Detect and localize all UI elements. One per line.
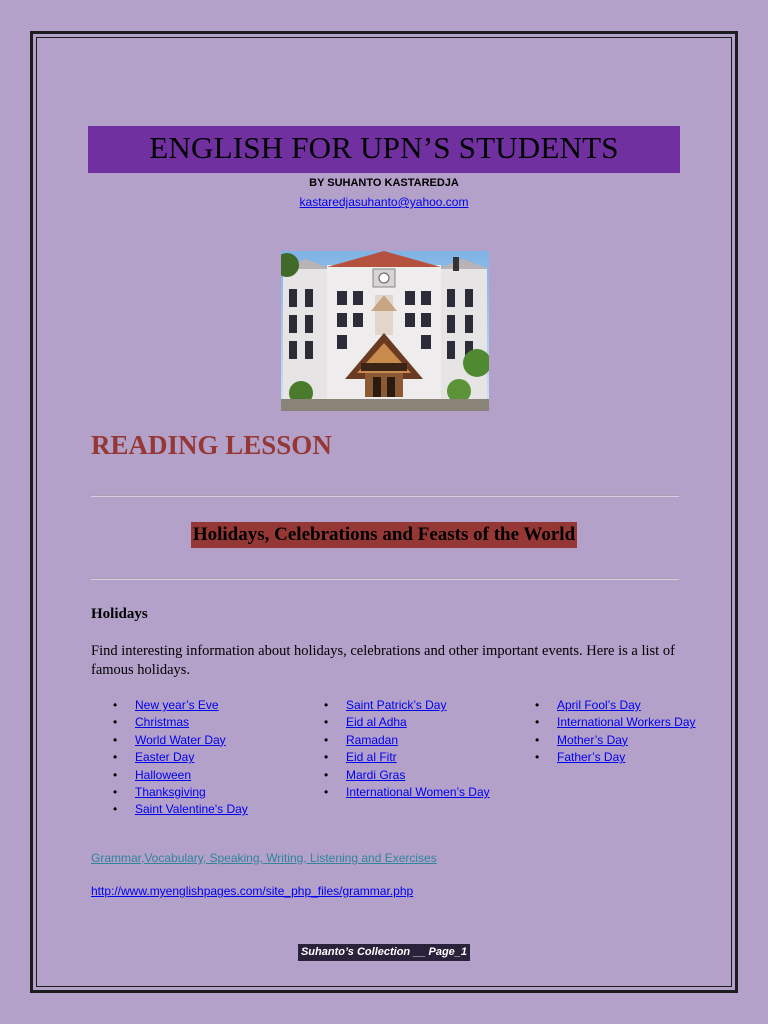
list-item xyxy=(324,732,514,749)
holiday-list-column-1 xyxy=(113,697,303,819)
building-photo xyxy=(281,251,489,411)
divider-top xyxy=(91,495,679,497)
list-item xyxy=(535,714,705,731)
holiday-link[interactable]: Mother’s Day xyxy=(557,732,628,747)
list-item xyxy=(324,714,514,731)
list-item xyxy=(324,749,514,766)
grammar-url-link[interactable]: http://www.myenglishpages.com/site_php_files/grammar.php xyxy=(91,884,414,898)
holiday-link[interactable]: International Women’s Day xyxy=(346,785,490,800)
holiday-link[interactable]: Easter Day xyxy=(135,750,195,765)
list-item xyxy=(324,767,514,784)
holiday-link[interactable]: Father’s Day xyxy=(557,750,626,765)
subtitle-container xyxy=(0,522,768,548)
reading-lesson-heading: READING LESSON xyxy=(91,430,332,460)
holiday-link[interactable]: International Workers Day xyxy=(557,715,696,730)
list-item xyxy=(324,697,514,714)
holiday-link[interactable]: Eid al Fitr xyxy=(346,750,397,765)
author-email-link[interactable]: kastaredjasuhanto@yahoo.com xyxy=(299,195,469,209)
page-title: ENGLISH FOR UPN’S STUDENTS xyxy=(149,130,619,165)
page-footer: Suhanto’s Collection __ Page_1 xyxy=(298,944,470,961)
list-item xyxy=(113,801,303,818)
holiday-link[interactable]: Mardi Gras xyxy=(346,767,406,782)
holiday-link[interactable]: Ramadan xyxy=(346,732,399,747)
grammar-resources-link[interactable]: Grammar,Vocabulary, Speaking, Writing, Listening and Exercises xyxy=(91,851,437,865)
holiday-link[interactable]: Saint Valentine's Day xyxy=(135,802,248,817)
list-item xyxy=(113,697,303,714)
list-item xyxy=(535,749,705,766)
intro-paragraph: Find interesting information about holidays, celebrations and other important events. Here is a list of famous holidays. xyxy=(91,643,675,678)
holiday-list-column-2 xyxy=(324,697,514,801)
list-item xyxy=(535,732,705,749)
holiday-link[interactable]: Thanksgiving xyxy=(135,785,206,800)
list-item xyxy=(113,732,303,749)
holiday-link[interactable]: New year’s Eve xyxy=(135,698,219,712)
list-item xyxy=(113,767,303,784)
holiday-list-column-3 xyxy=(535,697,705,767)
footer-container xyxy=(0,942,768,961)
author-byline: BY SUHANTO KASTAREDJA xyxy=(309,177,459,189)
holiday-link[interactable]: April Fool’s Day xyxy=(557,698,641,712)
list-item xyxy=(113,714,303,731)
holidays-section-heading: Holidays xyxy=(91,606,148,622)
divider-bottom xyxy=(91,578,679,580)
holiday-link[interactable]: Eid al Adha xyxy=(346,715,407,730)
title-banner xyxy=(88,126,680,173)
lesson-subtitle: Holidays, Celebrations and Feasts of the World xyxy=(191,522,577,548)
holiday-link[interactable]: Halloween xyxy=(135,767,192,782)
holiday-link[interactable]: Christmas xyxy=(135,715,190,730)
list-item xyxy=(113,749,303,766)
holiday-link[interactable]: Saint Patrick’s Day xyxy=(346,698,447,712)
holiday-link[interactable]: World Water Day xyxy=(135,732,226,747)
list-item xyxy=(324,784,514,801)
list-item xyxy=(113,784,303,801)
list-item xyxy=(535,697,705,714)
